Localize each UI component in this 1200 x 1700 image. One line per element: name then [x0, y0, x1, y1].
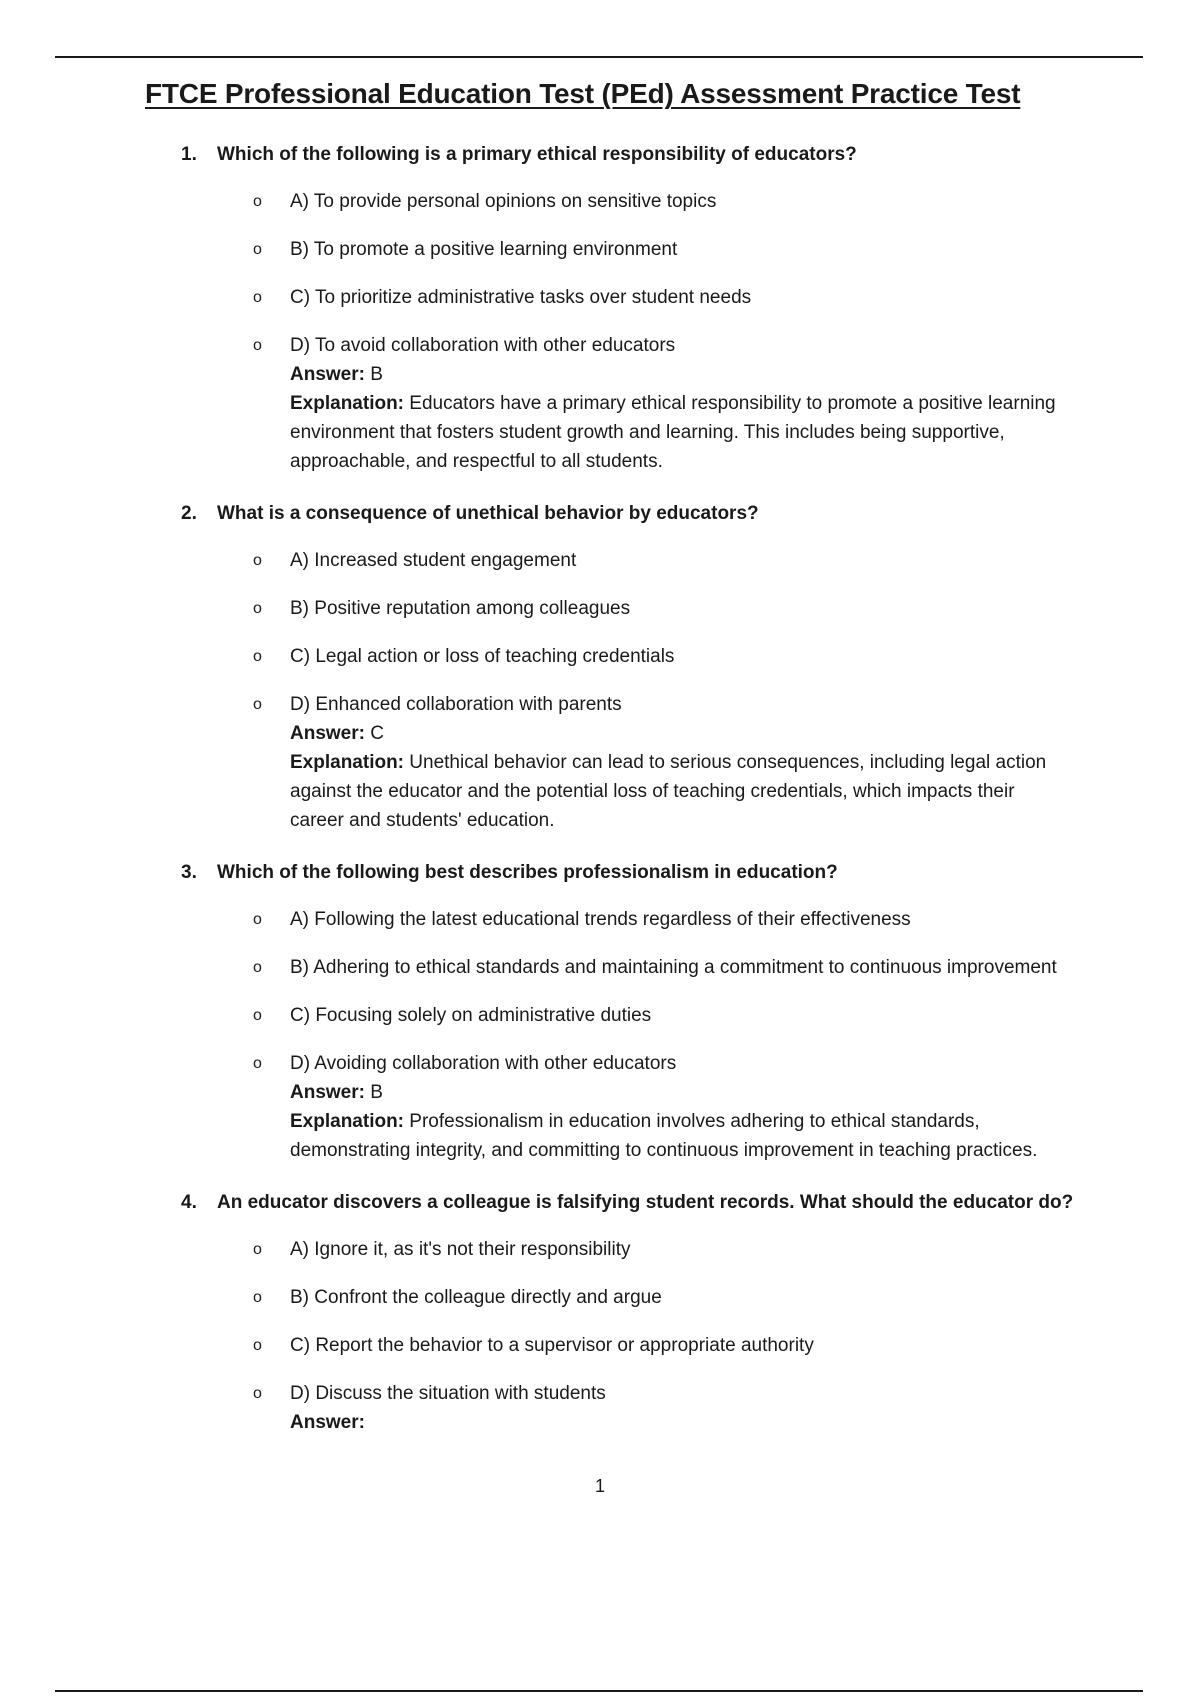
question-header — [145, 142, 1125, 168]
option-list — [145, 187, 1125, 360]
explanation-label: Explanation: — [290, 393, 405, 414]
bullet-icon: o — [253, 1007, 262, 1024]
bullet-icon: o — [253, 289, 262, 306]
explanation-label: Explanation: — [290, 1111, 405, 1132]
answer-line — [290, 360, 1065, 389]
answer-value: B — [370, 364, 383, 385]
answer-label: Answer: — [290, 723, 365, 744]
explanation-line — [290, 389, 1065, 476]
document-body — [145, 72, 1125, 1437]
question-1 — [145, 142, 1125, 476]
option-b — [145, 1283, 1125, 1312]
bullet-icon: o — [253, 1385, 262, 1402]
question-2 — [145, 501, 1125, 835]
bullet-icon: o — [253, 241, 262, 258]
question-4 — [145, 1190, 1125, 1437]
option-text: B) Confront the colleague directly and argue — [290, 1287, 662, 1308]
bullet-icon: o — [253, 648, 262, 665]
bullet-icon: o — [253, 337, 262, 354]
option-list — [145, 905, 1125, 1078]
option-c — [145, 1331, 1125, 1360]
answer-label: Answer: — [290, 364, 365, 385]
question-text: Which of the following best describes professionalism in education? — [217, 862, 838, 883]
option-d — [145, 1379, 1125, 1408]
bullet-icon: o — [253, 1241, 262, 1258]
option-c — [145, 283, 1125, 312]
bottom-rule — [55, 1690, 1143, 1692]
bullet-icon: o — [253, 696, 262, 713]
bullet-icon: o — [253, 193, 262, 210]
explanation-text: Unethical behavior can lead to serious consequences, including legal action against the educator and the potential loss of teaching credentials, which impacts their career and students' education. — [290, 752, 1047, 831]
option-d — [145, 1049, 1125, 1078]
bullet-icon: o — [253, 600, 262, 617]
option-a — [145, 187, 1125, 216]
answer-block — [290, 1408, 1125, 1437]
option-text: C) Focusing solely on administrative duties — [290, 1005, 652, 1026]
bullet-icon: o — [253, 552, 262, 569]
option-list — [145, 546, 1125, 719]
answer-value: B — [370, 1082, 383, 1103]
explanation-line — [290, 1107, 1065, 1165]
question-number: 2. — [181, 503, 197, 524]
top-rule — [55, 56, 1143, 58]
explanation-text: Professionalism in education involves adhering to ethical standards, demonstrating integrity, and committing to continuous improvement in teaching practices. — [290, 1111, 1038, 1161]
page-number: 1 — [594, 1476, 605, 1496]
option-text: A) Following the latest educational trends regardless of their effectiveness — [290, 909, 911, 930]
option-b — [145, 235, 1125, 264]
option-text: D) To avoid collaboration with other educators — [290, 335, 676, 356]
option-text: B) To promote a positive learning environment — [290, 239, 678, 260]
question-text: An educator discovers a colleague is falsifying student records. What should the educator do? — [217, 1192, 1074, 1213]
explanation-text: Educators have a primary ethical responsibility to promote a positive learning environment that fosters student growth and learning. This includes being supportive, approachable, and respectful to all students. — [290, 393, 1056, 472]
explanation-line — [290, 748, 1065, 835]
question-3 — [145, 860, 1125, 1165]
question-text: Which of the following is a primary ethical responsibility of educators? — [217, 144, 857, 165]
bullet-icon: o — [253, 911, 262, 928]
option-text: B) Positive reputation among colleagues — [290, 598, 631, 619]
explanation-label: Explanation: — [290, 752, 405, 773]
bullet-icon: o — [253, 1289, 262, 1306]
option-text: B) Adhering to ethical standards and maintaining a commitment to continuous improvement — [290, 957, 1057, 978]
option-text: C) Report the behavior to a supervisor or appropriate authority — [290, 1335, 814, 1356]
question-number: 1. — [181, 144, 197, 165]
answer-block — [290, 360, 1125, 476]
answer-label: Answer: — [290, 1412, 365, 1433]
question-header — [145, 860, 1125, 886]
option-d — [145, 690, 1125, 719]
option-c — [145, 1001, 1125, 1030]
option-list — [145, 1235, 1125, 1408]
option-a — [145, 1235, 1125, 1264]
option-text: C) To prioritize administrative tasks over student needs — [290, 287, 752, 308]
option-d — [145, 331, 1125, 360]
option-b — [145, 953, 1125, 982]
answer-value: C — [370, 723, 384, 744]
answer-label: Answer: — [290, 1082, 365, 1103]
answer-block — [290, 719, 1125, 835]
option-a — [145, 546, 1125, 575]
answer-block — [290, 1078, 1125, 1165]
question-header — [145, 1190, 1125, 1216]
option-a — [145, 905, 1125, 934]
option-text: A) Increased student engagement — [290, 550, 577, 571]
question-text: What is a consequence of unethical behavior by educators? — [217, 503, 759, 524]
bullet-icon: o — [253, 1337, 262, 1354]
document-title: FTCE Professional Education Test (PEd) Assessment Practice Test — [145, 78, 1021, 109]
option-text: D) Discuss the situation with students — [290, 1383, 606, 1404]
option-text: A) To provide personal opinions on sensitive topics — [290, 191, 717, 212]
bullet-icon: o — [253, 959, 262, 976]
answer-line — [290, 1078, 1065, 1107]
question-number: 3. — [181, 862, 197, 883]
option-c — [145, 642, 1125, 671]
option-text: D) Avoiding collaboration with other educators — [290, 1053, 677, 1074]
question-number: 4. — [181, 1192, 197, 1213]
bullet-icon: o — [253, 1055, 262, 1072]
option-text: A) Ignore it, as it's not their responsibility — [290, 1239, 631, 1260]
option-text: D) Enhanced collaboration with parents — [290, 694, 622, 715]
question-header — [145, 501, 1125, 527]
option-b — [145, 594, 1125, 623]
option-text: C) Legal action or loss of teaching credentials — [290, 646, 675, 667]
answer-line — [290, 1408, 1065, 1437]
answer-line — [290, 719, 1065, 748]
